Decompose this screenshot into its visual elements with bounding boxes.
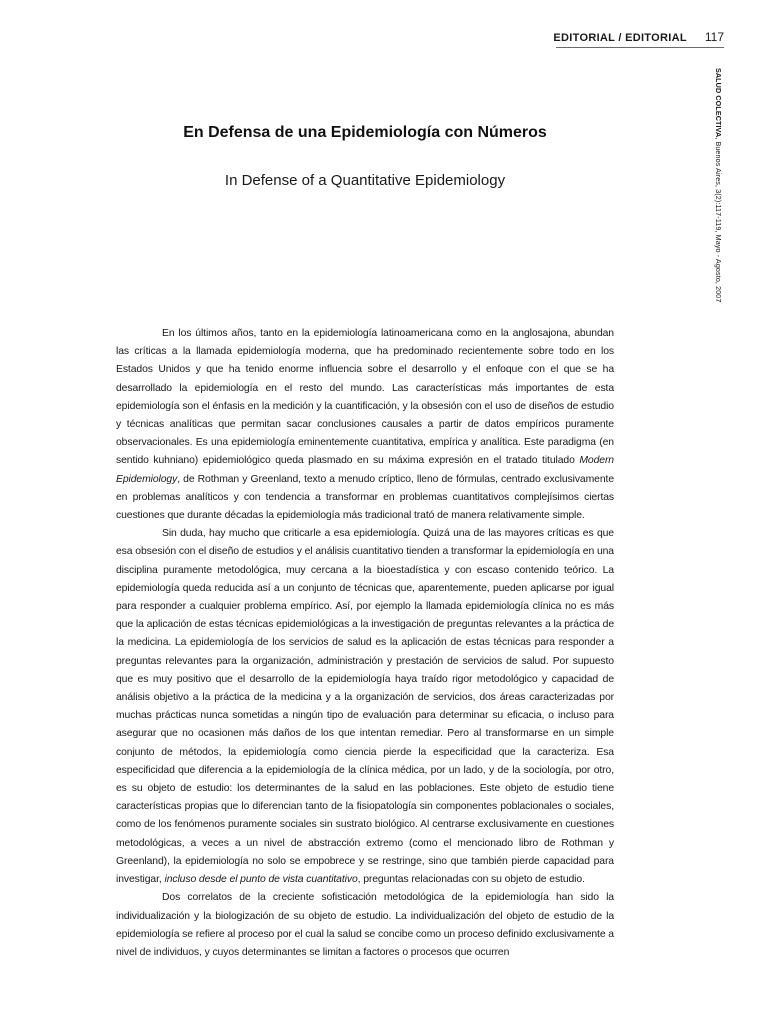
title-english: In Defense of a Quantitative Epidemiology	[224, 172, 506, 189]
journal-citation	[708, 68, 728, 358]
body-paragraph	[116, 889, 614, 962]
citation-details: , Buenos Aires, 3(2):117-119, Mayo - Agosto, 2007	[714, 137, 723, 303]
paragraph-text: Sin duda, hay mucho que criticarle a esa epidemiología. Quizá una de las mayores críticas es que esa obsesión con el diseño de estudios y el análisis cuantitativo tienden a transformar la epidemiología en una disciplina puramente metodológica, muy cercana a la bioestadística y con escaso contenido teórico. La epidemiología queda reducida así a un conjunto de técnicas que, aparentemente, pueden aplicarse por igual para responder a cualquier problema empírico. Así, por ejemplo la llamada epidemiología clínica no es más que la aplicación de estas técnicas epidemiológicas a la investigación de preguntas relevantes a la práctica de la medicina. La epidemiología de los servicios de salud es la aplicación de estas técnicas para responder a preguntas relevantes para la organización, administración y prestación de servicios de salud. Por supuesto que es muy positivo que el desarrollo de la epidemiología haya traído rigor metodológico y capacidad de análisis objetivo a la práctica de la medicina y a la organización de servicios, dos áreas caracterizadas por muchas prácticas nunca sometidas a ningún tipo de evaluación para determinar su eficacia, o incluso para asegurar que no ocasionen más daños de los que intentan remediar. Pero al transformarse en un simple conjunto de métodos, la epidemiología como ciencia pierde la especificidad que la caracteriza. Esa especificidad que diferencia a la epidemiología de la clínica médica, por un lado, y de la sociología, por otro, es su objeto de estudio: los determinantes de la salud en las poblaciones. Este objeto de estudio tiene características propias que lo diferencian tanto de la fisiopatología sin componentes poblacionales o sociales, como de los fenómenos puramente sociales sin sustrato biológico. Al centrarse exclusivamente en cuestiones metodológicas, a veces a un nivel de abstracción extremo (como el mencionado libro de Rothman y Greenland), la epidemiología no solo se empobrece y se restringe, sino que también pierde capacidad para investigar,	[116, 528, 614, 886]
article-body	[116, 325, 614, 962]
body-paragraph	[116, 325, 614, 525]
header-rule	[556, 47, 724, 48]
page-number: 117	[704, 30, 724, 44]
running-header	[553, 30, 724, 44]
journal-name: SALUD COLECTIVA	[714, 68, 723, 138]
section-label: EDITORIAL / EDITORIAL	[553, 32, 687, 44]
italic-text: Modern Epidemiology	[116, 455, 614, 485]
paragraph-text: Dos correlatos de la creciente sofisticación metodológica de la epidemiología han sido la individualización y la biologización de su objeto de estudio. La individualización del objeto de estudio de la epidemiología se refiere al proceso por el cual la salud se concibe como un proceso definido exclusivamente a nivel de individuos, y cuyos determinantes se limitan a factores o procesos que ocurren	[116, 892, 614, 958]
paragraph-text: En los últimos años, tanto en la epidemiología latinoamericana como en la anglosajona, abundan las críticas a la llamada epidemiología moderna, que ha predominado recientemente sobre todo en los Estados Unidos y que ha tenido enorme influencia sobre el desarrollo y el enfoque con el que se ha desarrollado la epidemiología en el resto del mundo. Las características más importantes de esta epidemiología son el énfasis en la medición y la cuantificación, y la obsesión con el uso de diseños de estudio y técnicas analíticas que permitan sacar conclusiones causales a partir de datos empíricos puramente observacionales. Es una epidemiología eminentemente cuantitativa, empírica y analítica. Este paradigma (en sentido kuhniano) epidemiológico queda plasmado en su máxima expresión en el tratado titulado	[116, 328, 614, 467]
italic-text: incluso desde el punto de vista cuantitativo	[164, 874, 358, 886]
paragraph-text: , preguntas relacionadas con su objeto de estudio.	[357, 874, 585, 886]
body-paragraph	[116, 525, 614, 889]
title-spanish: En Defensa de una Epidemiología con Números	[183, 124, 547, 141]
article-titles	[130, 122, 600, 192]
paragraph-text: , de Rothman y Greenland, texto a menudo críptico, lleno de fórmulas, centrado exclusivamente en problemas analíticos y con tendencia a transformar en problemas cuantitativos complejísimos ciertas cuestiones que durante décadas la epidemiología más tradicional trató de manera relativamente simple.	[116, 473, 614, 522]
